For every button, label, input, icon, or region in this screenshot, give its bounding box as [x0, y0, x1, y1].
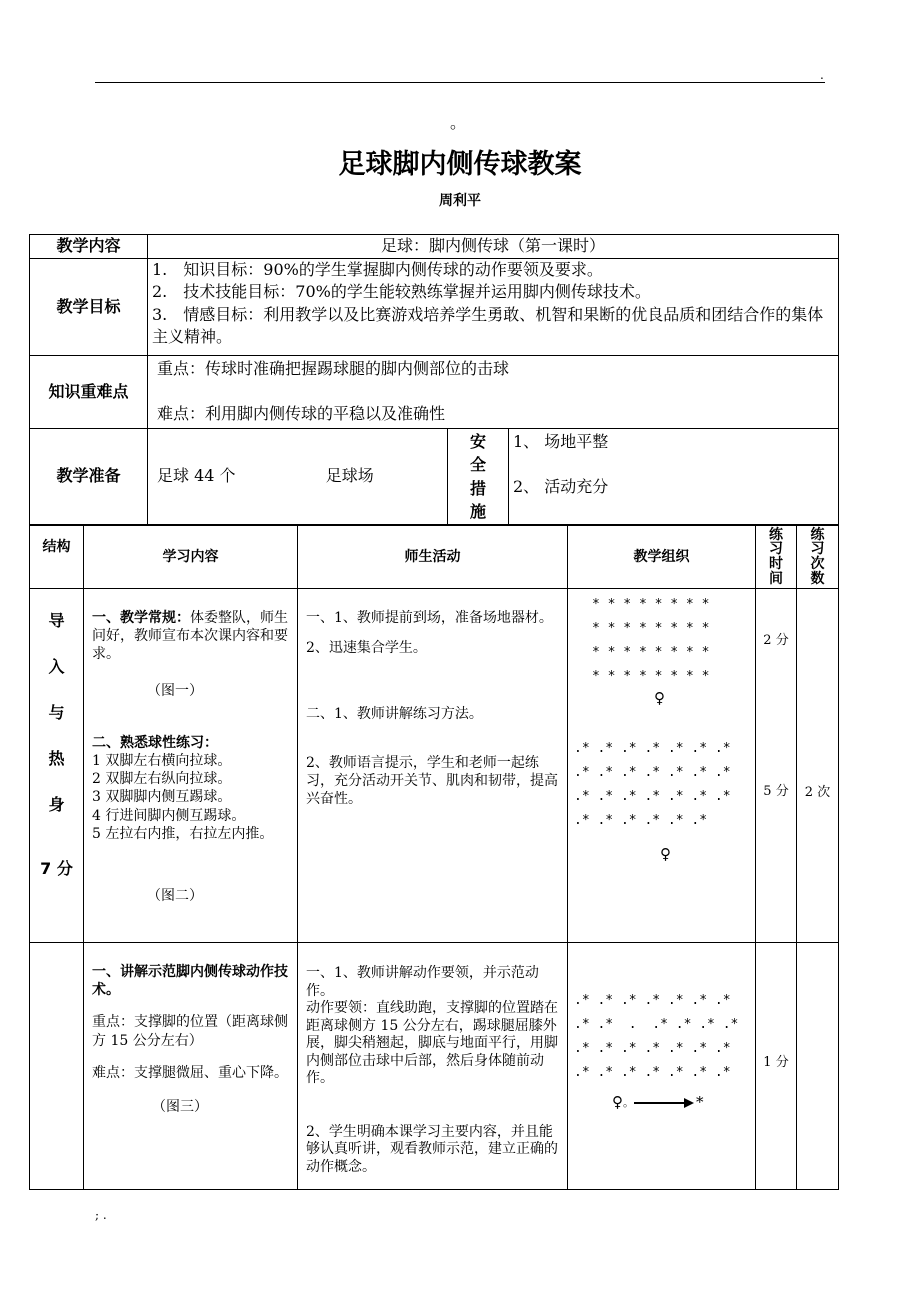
safety-item: 2、 活动充分: [513, 476, 609, 496]
safety-label: 安 全 措 施: [448, 429, 509, 525]
key-point: 重点：传球时准确把握踢球腿的脚内侧部位的击球: [157, 359, 510, 378]
section2-activity: [298, 943, 568, 1190]
section2-structure: [30, 943, 84, 1190]
safety-cell: [509, 429, 839, 525]
info-table: [29, 234, 839, 525]
activity-text: 2、教师语言提示，学生和老师一起练习，充分活动开关节、肌肉和韧带，提高兴奋性。: [306, 754, 558, 807]
fig3-label: （图三）: [152, 1098, 208, 1115]
safety-item: 1、 场地平整: [513, 432, 609, 451]
activity-text: 二、1、教师讲解练习方法。: [306, 706, 483, 723]
section1-content: [84, 589, 298, 943]
drill-item: 4 行进间脚内侧互踢球。: [92, 807, 246, 824]
formation-3: .* .* .* .* .* .* .* .* .* . .* .* .* .* .* .* .* .* .* .* .* .* .* .* .* .* .* .*: [574, 993, 739, 1080]
routine-text: 体委整队，师生问好，教师宣布本次课内容和要求。: [92, 610, 288, 663]
section1-structure: 导 入 与 热 身 7 分: [30, 589, 84, 943]
activity-text: 动作要领：直线助跑，支撑脚的位置踏在距离球侧方 15 公分左右，踢球腿屈膝外展，脚尖稍翘起，脚底与地面平行，用脚内侧部位击球中后部，然后身体随前动作。: [306, 1000, 558, 1086]
goal-item: 2. 技术技能目标：70%的学生能较熟练掌握并运用脚内侧传球技术。: [152, 282, 651, 302]
activity-text: 一、1、教师提前到场，准备场地器材。: [306, 610, 553, 626]
prep-label: 教学准备: [30, 429, 148, 525]
content-header: 学习内容: [84, 526, 298, 589]
section2-count: [797, 943, 839, 1190]
author: 周利平: [439, 193, 481, 209]
prep-items: 足球 44 个: [157, 466, 236, 486]
org-header: 教学组织: [568, 526, 756, 589]
drill-item: 2 双脚左右纵向拉球。: [92, 771, 232, 788]
goal-list: [148, 259, 839, 356]
key-label: 知识重难点: [30, 356, 148, 429]
target-mark: *: [695, 1093, 704, 1111]
prep-venue: 足球场: [325, 466, 374, 486]
content-label: 教学内容: [30, 235, 148, 259]
section1-count: 2 次: [797, 589, 839, 943]
formation-1: * * * * * * * * * * * * * * * * * * * * * * * * * * * * * * * *: [592, 597, 710, 684]
section2-org: [568, 943, 756, 1190]
activity-text: 2、迅速集合学生。: [306, 640, 427, 657]
hard-point: 难点：利用脚内侧传球的平稳以及准确性: [157, 403, 446, 423]
prep-cell: [148, 429, 448, 525]
formation-2: .* .* .* .* .* .* .* .* .* .* .* .* .* .* .* .* .* .* .* .* .* .* .* .* .* .* .*: [574, 740, 731, 828]
ball-mark: 。: [622, 1095, 634, 1109]
time-header: 练 习 时 间: [756, 526, 797, 589]
goal-item: 3. 情感目标：利用教学以及比赛游戏培养学生勇敢、机智和果断的优良品质和团结合作的集体主义精神。: [152, 304, 824, 347]
page-title: 足球脚内侧传球教案: [338, 149, 582, 180]
footer-mark: ; .: [95, 1208, 107, 1222]
drill-item: 5 左拉右内推，右拉左内推。: [92, 825, 274, 842]
header-rule: [95, 82, 825, 83]
teacher-icon: ♀: [660, 844, 671, 863]
section1-org: [568, 589, 756, 943]
activity-text: 一、1、教师讲解动作要领，并示范动作。: [306, 965, 539, 999]
goal-item: 1. 知识目标：90%的学生掌握脚内侧传球的动作要领及要求。: [152, 260, 603, 279]
key-cell: [148, 356, 839, 429]
arrow-line: [634, 1102, 684, 1104]
teacher-icon: ♀: [612, 1093, 623, 1111]
drill-item: 1 双脚左右横向拉球。: [92, 752, 232, 769]
header-mark: .: [820, 68, 824, 82]
section2-title: 一、讲解示范脚内侧传球动作技术。: [92, 964, 288, 999]
section2-time: 1 分: [756, 943, 797, 1190]
section1-activity: [298, 589, 568, 943]
arrow-head-icon: [684, 1098, 694, 1108]
section1-time: 2 分 5 分: [756, 589, 797, 943]
section2-key: 重点：支撑脚的位置（距离球侧方 15 公分左右）: [92, 1014, 288, 1049]
drill-item: 3 双脚脚内侧互踢球。: [92, 789, 232, 806]
fig1-label: （图一）: [147, 682, 203, 699]
routine-title: 一、教学常规：: [92, 610, 190, 626]
content-value: 足球：脚内侧传球（第一课时）: [148, 235, 839, 259]
structure-header: 结构: [30, 526, 84, 589]
fig2-label: （图二）: [147, 887, 203, 904]
section2-content: [84, 943, 298, 1190]
teacher-icon: ♀: [654, 689, 665, 707]
count-header: 练 习 次 数: [797, 526, 839, 589]
drill-title: 二、熟悉球性练习：: [92, 734, 218, 751]
section2-hard: 难点：支撑腿微屈、重心下降。: [92, 1064, 288, 1081]
circle-mark: 。: [450, 113, 467, 132]
lesson-table: [29, 525, 839, 1190]
activity-header: 师生活动: [298, 526, 568, 589]
pass-diagram: [612, 1093, 755, 1113]
goal-label: 教学目标: [30, 259, 148, 356]
activity-text: 2、学生明确本课学习主要内容，并且能够认真听讲，观看教师示范，建立正确的动作概念。: [306, 1123, 558, 1175]
